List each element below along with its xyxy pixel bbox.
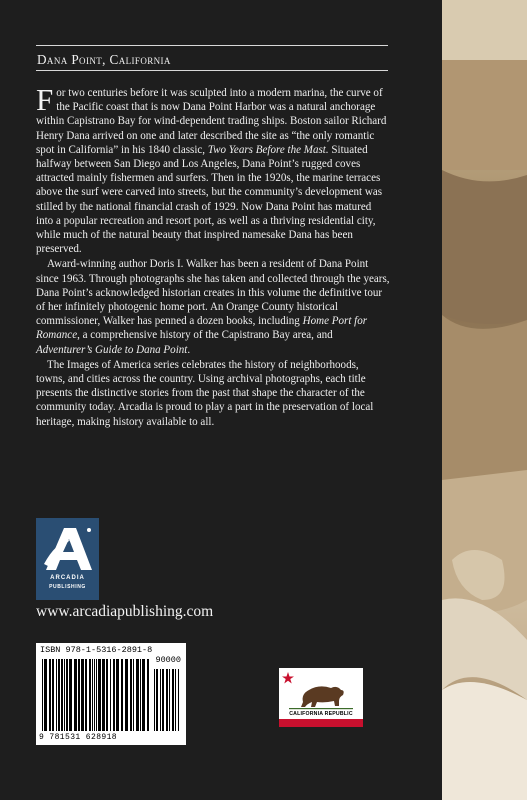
- book-title-reference: Adventurer’s Guide to Dana Point: [36, 343, 188, 356]
- description-text: , a comprehensive history of the Capistrano Bay area, and: [77, 329, 333, 342]
- isbn-text: ISBN 978-1-5316-2891-8: [40, 645, 153, 655]
- description-text: .: [187, 343, 191, 356]
- flag-label: CALIFORNIA REPUBLIC: [289, 711, 353, 717]
- logo-name: ARCADIA: [50, 575, 85, 581]
- title-rule: [36, 70, 388, 71]
- description-text: Award-winning author Doris I. Walker has been a resident of Dana Point since 1963. Through photographs she has taken and collected through the years, Dana Point’s acknowledged historian creates in this volume the definitive tour of her infinitely photogenic home port. An Orange County historical commissioner, Walker has penned a dozen books, including: [36, 258, 390, 328]
- description-paragraph: [36, 82, 390, 256]
- author-paragraph: [36, 257, 390, 356]
- ean-digits: 9 781531 628918: [39, 733, 118, 742]
- arcadia-a-icon: [36, 520, 99, 576]
- price-code: 90000: [155, 655, 181, 665]
- barcode-bars: [36, 655, 186, 735]
- flag-red-stripe: [279, 719, 363, 727]
- publisher-website[interactable]: www.arcadiapublishing.com: [36, 603, 214, 620]
- book-title-reference: Two Years Before the Mast.: [207, 143, 329, 156]
- isbn-barcode: [36, 643, 186, 745]
- description-text: Situated halfway between San Diego and Los Angeles, Dana Point’s rugged coves attracted mainly fishermen and surfers. Then in the 1920s, the marine terraces above the surf were carved into streets, but the community’s development was stilled by the national financial crash of 1929. Now Dana Point has matured into a popular recreation and resort port, as well as a thriving residential city, while much of the natural beauty that inspired namesake Dana has been preserved.: [36, 143, 383, 256]
- book-description: [36, 82, 390, 430]
- book-title-reference: Home Port for Romance: [36, 315, 368, 342]
- drop-cap: F: [36, 82, 54, 117]
- series-title: Dana Point, California: [37, 52, 171, 67]
- arcadia-logo: [36, 518, 99, 600]
- cover-photo-edge: [442, 0, 527, 800]
- california-flag: [279, 668, 363, 727]
- series-paragraph: The Images of America series celebrates the history of neighborhoods, towns, and cities across the country. Using archival photographs, each title presents the distinctive stories from the past that shape the character of the community today. Arcadia is proud to play a part in the preservation of local heritage, making history available to all.: [36, 358, 374, 428]
- logo-subname: PUBLISHING: [49, 584, 86, 590]
- aerial-photo: [442, 0, 527, 800]
- description-text: or two centuries before it was sculpted into a modern marina, the curve of the Pacific coast that is now Dana Point Harbor was a natural anchorage within Capistrano Bay for wind-dependent trading ships. Boston sailor Richard Henry Dana arrived on one and later described the site as “the only romantic spot in California” in his 1840 classic,: [36, 87, 387, 156]
- top-rule: [36, 45, 388, 46]
